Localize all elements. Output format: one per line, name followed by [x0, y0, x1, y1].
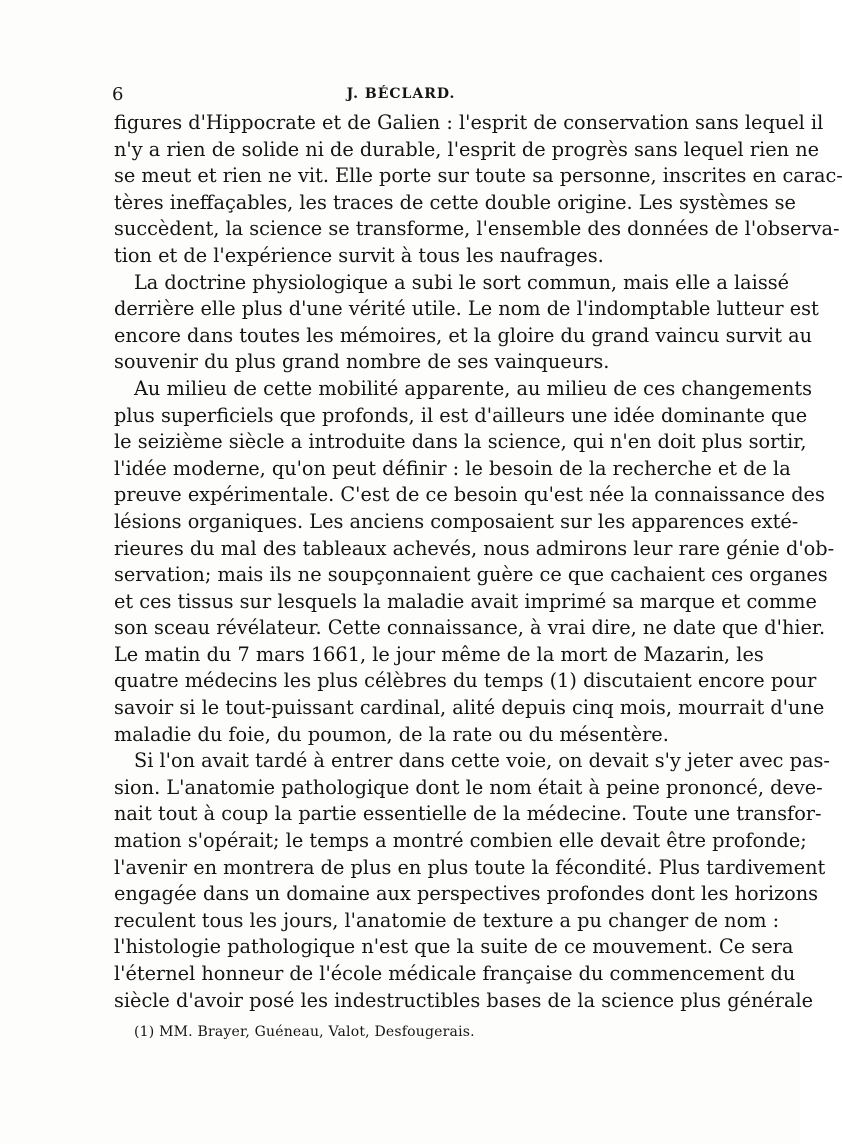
page-header	[112, 82, 690, 108]
text-line: n'y a rien de solide ni de durable, l'esprit de progrès sans lequel rien ne	[114, 137, 820, 161]
text-line: mation s'opérait; le temps a montré combien elle devait être profonde;	[114, 829, 807, 853]
text-line: Si l'on avait tardé à entrer dans cette voie, on devait s'y jeter avec pas-	[134, 749, 830, 773]
footnote: (1) MM. Brayer, Guéneau, Valot, Desfougerais.	[134, 1024, 475, 1040]
text-line: derrière elle plus d'une vérité utile. Le nom de l'indomptable lutteur est	[114, 297, 819, 321]
text-line: reculent tous les jours, l'anatomie de texture a pu changer de nom :	[114, 908, 780, 932]
text-line: La doctrine physiologique a subi le sort commun, mais elle a laissé	[134, 270, 790, 294]
text-line: servation; mais ils ne soupçonnaient guère ce que cachaient ces organes	[114, 563, 828, 587]
page-number: 6	[112, 84, 124, 105]
text-line: savoir si le tout-puissant cardinal, alité depuis cinq mois, mourrait d'une	[114, 696, 825, 720]
text-line: son sceau révélateur. Cette connaissance, à vrai dire, ne date que d'hier.	[114, 616, 826, 640]
text-line: se meut et rien ne vit. Elle porte sur toute sa personne, inscrites en carac-	[114, 164, 843, 188]
paragraph-4	[114, 748, 830, 1014]
text-line: encore dans toutes les mémoires, et la gloire du grand vaincu survit au	[114, 323, 813, 347]
text-line: rieures du mal des tableaux achevés, nous admirons leur rare génie d'ob-	[114, 536, 835, 560]
text-line: quatre médecins les plus célèbres du temps (1) discutaient encore pour	[114, 669, 817, 693]
text-line: figures d'Hippocrate et de Galien : l'esprit de conservation sans lequel il	[114, 111, 824, 134]
text-line: nait tout à coup la partie essentielle de la médecine. Toute une transfor-	[114, 802, 822, 826]
text-line: succèdent, la science se transforme, l'ensemble des données de l'observa-	[114, 217, 840, 241]
running-head: J. BÉCLARD.	[346, 86, 456, 102]
text-line: tion et de l'expérience survit à tous les naufrages.	[114, 243, 604, 267]
paragraph-1	[114, 110, 843, 270]
text-line: l'avenir en montrera de plus en plus toute la fécondité. Plus tardivement	[114, 855, 826, 879]
text-line: maladie du foie, du poumon, de la rate ou du mésentère.	[114, 722, 669, 746]
text-line: souvenir du plus grand nombre de ses vainqueurs.	[114, 350, 610, 374]
text-line: l'éternel honneur de l'école médicale française du commencement du	[114, 962, 796, 985]
text-line: engagée dans un domaine aux perspectives profondes dont les horizons	[114, 882, 819, 906]
text-line: l'histologie pathologique n'est que la suite de ce mouvement. Ce sera	[114, 935, 794, 959]
paragraph-2	[114, 270, 819, 376]
body-text	[114, 110, 843, 1014]
text-line: Au milieu de cette mobilité apparente, au milieu de ces changements	[134, 376, 813, 400]
text-line: plus superficiels que profonds, il est d'ailleurs une idée dominante que	[114, 403, 808, 427]
text-line: sion. L'anatomie pathologique dont le nom était à peine prononcé, deve-	[114, 775, 823, 799]
text-line: preuve expérimentale. C'est de ce besoin qu'est née la connaissance des	[114, 483, 825, 507]
text-line: Le matin du 7 mars 1661, le jour même de la mort de Mazarin, les	[114, 642, 764, 666]
text-line: lésions organiques. Les anciens composaient sur les apparences exté-	[114, 509, 799, 533]
text-line: et ces tissus sur lesquels la maladie avait imprimé sa marque et comme	[114, 589, 817, 613]
paragraph-3	[114, 376, 835, 748]
text-line: le seizième siècle a introduite dans la science, qui n'en doit plus sortir,	[114, 430, 807, 454]
text-line: l'idée moderne, qu'on peut définir : le besoin de la recherche et de la	[114, 456, 791, 480]
text-line: tères ineffaçables, les traces de cette double origine. Les systèmes se	[114, 190, 796, 214]
text-line: siècle d'avoir posé les indestructibles bases de la science plus générale	[114, 988, 814, 1012]
